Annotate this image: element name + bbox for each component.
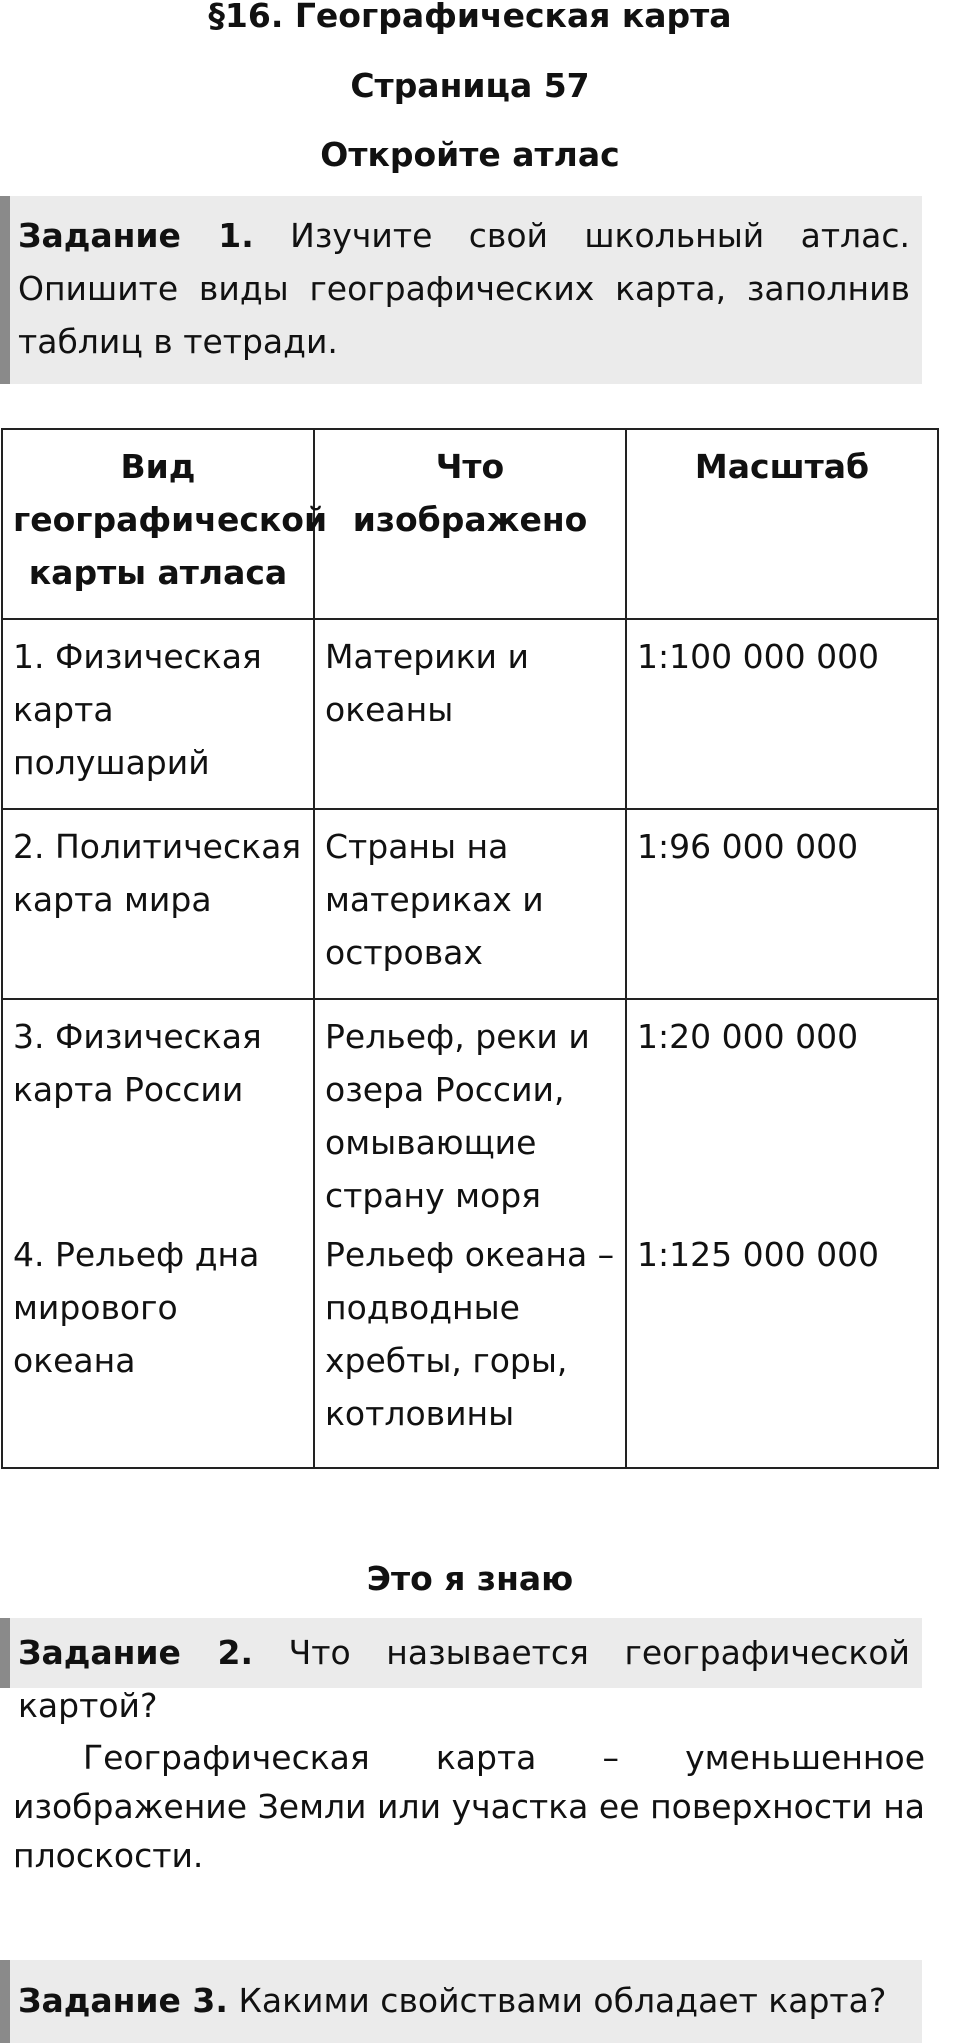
task-1-box xyxy=(0,196,922,384)
row-4-depicted: Рельеф океана – подводные хребты, горы, котловины xyxy=(314,1228,626,1468)
row-2-scale: 1:96 000 000 xyxy=(626,809,938,999)
table-row xyxy=(2,619,938,809)
task-1-label: Задание 1. xyxy=(18,216,254,255)
header-depicted: Что изображено xyxy=(314,429,626,619)
task-3-box xyxy=(0,1960,922,2043)
task-2-text: Что называется географической картой? xyxy=(18,1633,910,1725)
table-row xyxy=(2,809,938,999)
row-1-map-type: 1. Физическая карта полушарий xyxy=(2,619,314,809)
section-title: §16. Географическая карта xyxy=(208,0,732,35)
row-3-depicted: Рельеф, реки и озера России, омывающие страну моря xyxy=(314,999,626,1228)
open-atlas-heading: Откройте атлас xyxy=(320,135,620,174)
row-3-map-type: 3. Физическая карта России xyxy=(2,999,314,1228)
atlas-maps-table xyxy=(1,428,939,1469)
table-row xyxy=(2,999,938,1228)
known-heading: Это я знаю xyxy=(366,1559,574,1598)
task-1-text: Изучите свой школьный атлас. Опишите виды географических карта, заполнив таблиц в тетради. xyxy=(18,216,910,361)
row-4-map-type: 4. Рельеф дна мирового океана xyxy=(2,1228,314,1468)
header-scale: Масштаб xyxy=(626,429,938,619)
task-3-label: Задание 3. xyxy=(18,1981,228,2020)
row-2-depicted: Страны на материках и островах xyxy=(314,809,626,999)
row-3-scale: 1:20 000 000 xyxy=(626,999,938,1228)
task-3-text: Какими свойствами обладает карта? xyxy=(238,1981,887,2020)
task-2-box xyxy=(0,1618,922,1725)
task-2-label: Задание 2. xyxy=(18,1633,254,1672)
table-row xyxy=(2,1228,938,1468)
row-1-scale: 1:100 000 000 xyxy=(626,619,938,809)
page-label: Страница 57 xyxy=(350,66,590,105)
header-map-type: Вид географической карты атласа xyxy=(2,429,314,619)
row-2-map-type: 2. Политическая карта мира xyxy=(2,809,314,999)
table-header-row xyxy=(2,429,938,619)
row-4-scale: 1:125 000 000 xyxy=(626,1228,938,1468)
answer-2-text: Географическая карта – уменьшенное изображение Земли или участка ее поверхности на плоскости. xyxy=(13,1738,925,1875)
row-1-depicted: Материки и океаны xyxy=(314,619,626,809)
